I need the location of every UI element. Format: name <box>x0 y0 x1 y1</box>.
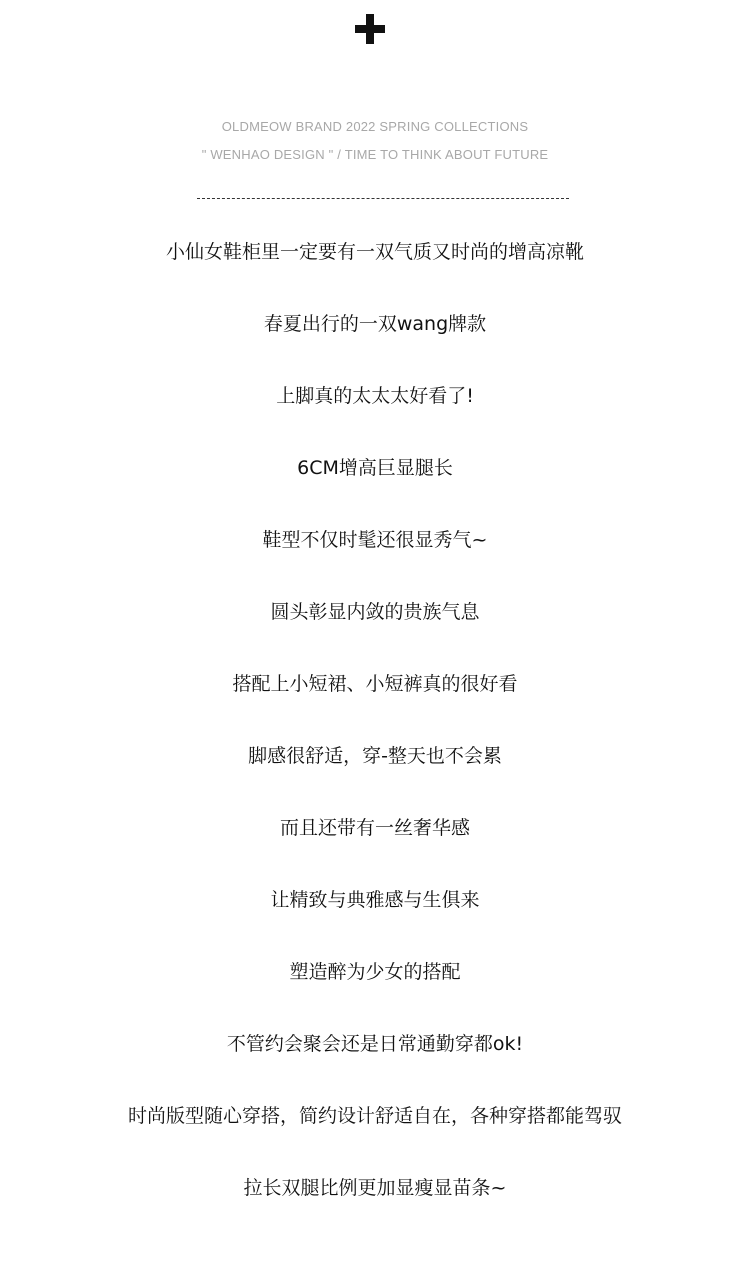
brand-design-line: " WENHAO DESIGN " / TIME TO THINK ABOUT FUTURE <box>201 147 549 162</box>
brand-collection-line: OLDMEOW BRAND 2022 SPRING COLLECTIONS <box>221 119 529 134</box>
copy-line-10: 让精致与典雅感与生俱来 <box>270 889 480 911</box>
copy-line-2: 春夏出行的一双wang牌款 <box>263 313 487 335</box>
copy-line-7: 搭配上小短裙、小短裤真的很好看 <box>232 673 518 695</box>
copy-line-11: 塑造醉为少女的搭配 <box>289 961 461 983</box>
copy-line-4: 6CM增高巨显腿长 <box>297 457 453 479</box>
copy-line-6: 圆头彰显内敛的贵族气息 <box>270 601 480 623</box>
copy-line-14: 拉长双腿比例更加显瘦显苗条~ <box>243 1177 507 1199</box>
plus-icon <box>355 14 385 44</box>
copy-line-8: 脚感很舒适，穿-整天也不会累 <box>248 745 502 767</box>
copy-line-3: 上脚真的太太太好看了! <box>276 385 474 407</box>
copy-line-9: 而且还带有一丝奢华感 <box>279 817 470 839</box>
copy-line-5: 鞋型不仅时髦还很显秀气~ <box>262 529 488 551</box>
plus-icon-vertical-bar <box>366 14 374 44</box>
copy-line-12: 不管约会聚会还是日常通勤穿都ok! <box>226 1033 524 1055</box>
dashed-divider <box>197 198 569 199</box>
copy-line-13: 时尚版型随心穿搭，简约设计舒适自在，各种穿搭都能驾驭 <box>127 1105 622 1127</box>
copy-line-1: 小仙女鞋柜里一定要有一双气质又时尚的增高凉靴 <box>165 241 584 263</box>
